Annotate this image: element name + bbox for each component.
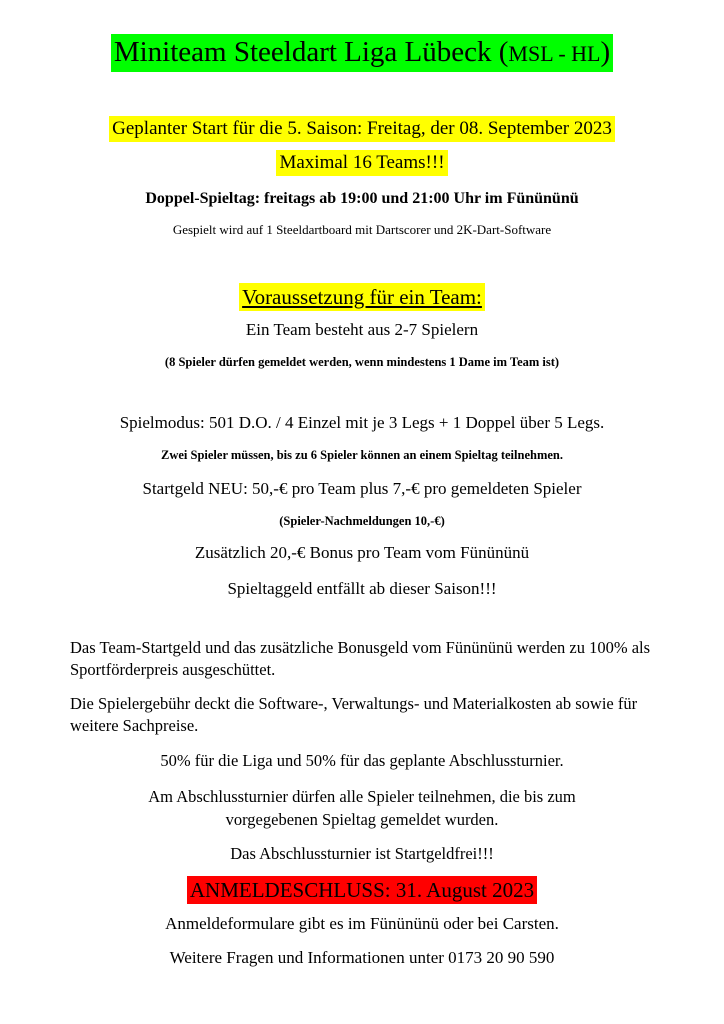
max-teams xyxy=(0,150,724,176)
late-registration-fee: (Spieler-Nachmeldungen 10,-€) xyxy=(279,514,445,528)
registration-deadline xyxy=(0,876,724,904)
title-close: ) xyxy=(600,36,611,68)
final-tournament-free: Das Abschlussturnier ist Startgeldfrei!!! xyxy=(230,844,494,863)
title-abbr: MSL - HL xyxy=(508,41,601,66)
registration-forms: Anmeldeformulare gibt es im Fünününü oder bei Carsten. xyxy=(165,914,559,933)
matchday-fee: Spieltaggeld entfällt ab dieser Saison!!! xyxy=(227,579,497,598)
max-teams-text: Maximal 16 Teams!!! xyxy=(276,150,447,176)
title-main: Miniteam Steeldart Liga Lübeck ( xyxy=(113,36,509,68)
final-tournament-line-1: Am Abschlussturnier dürfen alle Spieler teilnehmen, die bis zum xyxy=(148,787,576,806)
registration-deadline-text: ANMELDESCHLUSS: 31. August 2023 xyxy=(187,876,537,904)
season-start xyxy=(0,116,724,142)
title-highlight xyxy=(111,34,613,72)
team-bonus: Zusätzlich 20,-€ Bonus pro Team vom Fünününü xyxy=(194,543,530,562)
requirements-heading xyxy=(0,283,724,311)
final-tournament-line-2: vorgegebenen Spieltag gemeldet wurden. xyxy=(225,810,499,829)
page-title xyxy=(0,34,724,72)
doubles-matchday: Doppel-Spieltag: freitags ab 19:00 und 21:00 Uhr im Fünününü xyxy=(145,190,579,207)
contact-info: Weitere Fragen und Informationen unter 0173 20 90 590 xyxy=(169,948,555,967)
team-size-note: (8 Spieler dürfen gemeldet werden, wenn mindestens 1 Dame im Team ist) xyxy=(164,355,560,369)
board-info: Gespielt wird auf 1 Steeldartboard mit Dartscorer und 2K-Dart-Software xyxy=(172,222,552,237)
entry-fee: Startgeld NEU: 50,-€ pro Team plus 7,-€ pro gemeldeten Spieler xyxy=(142,479,582,498)
players-per-matchday: Zwei Spieler müssen, bis zu 6 Spieler können an einem Spieltag teilnehmen. xyxy=(160,448,563,462)
requirements-heading-text: Voraussetzung für ein Team: xyxy=(239,283,485,311)
game-mode: Spielmodus: 501 D.O. / 4 Einzel mit je 3 Legs + 1 Doppel über 5 Legs. xyxy=(119,413,605,432)
team-size: Ein Team besteht aus 2-7 Spielern xyxy=(245,320,479,339)
prize-paragraph-2: Die Spielergebühr deckt die Software-, Verwaltungs- und Materialkosten ab sowie für weitere Sachpreise. xyxy=(70,694,638,735)
prize-paragraph-1: Das Team-Startgeld und das zusätzliche Bonusgeld vom Fünününü werden zu 100% als Sportförderpreis ausgeschüttet. xyxy=(70,638,651,679)
prize-split: 50% für die Liga und 50% für das geplante Abschlussturnier. xyxy=(160,751,564,770)
season-start-text: Geplanter Start für die 5. Saison: Freitag, der 08. September 2023 xyxy=(109,116,615,142)
